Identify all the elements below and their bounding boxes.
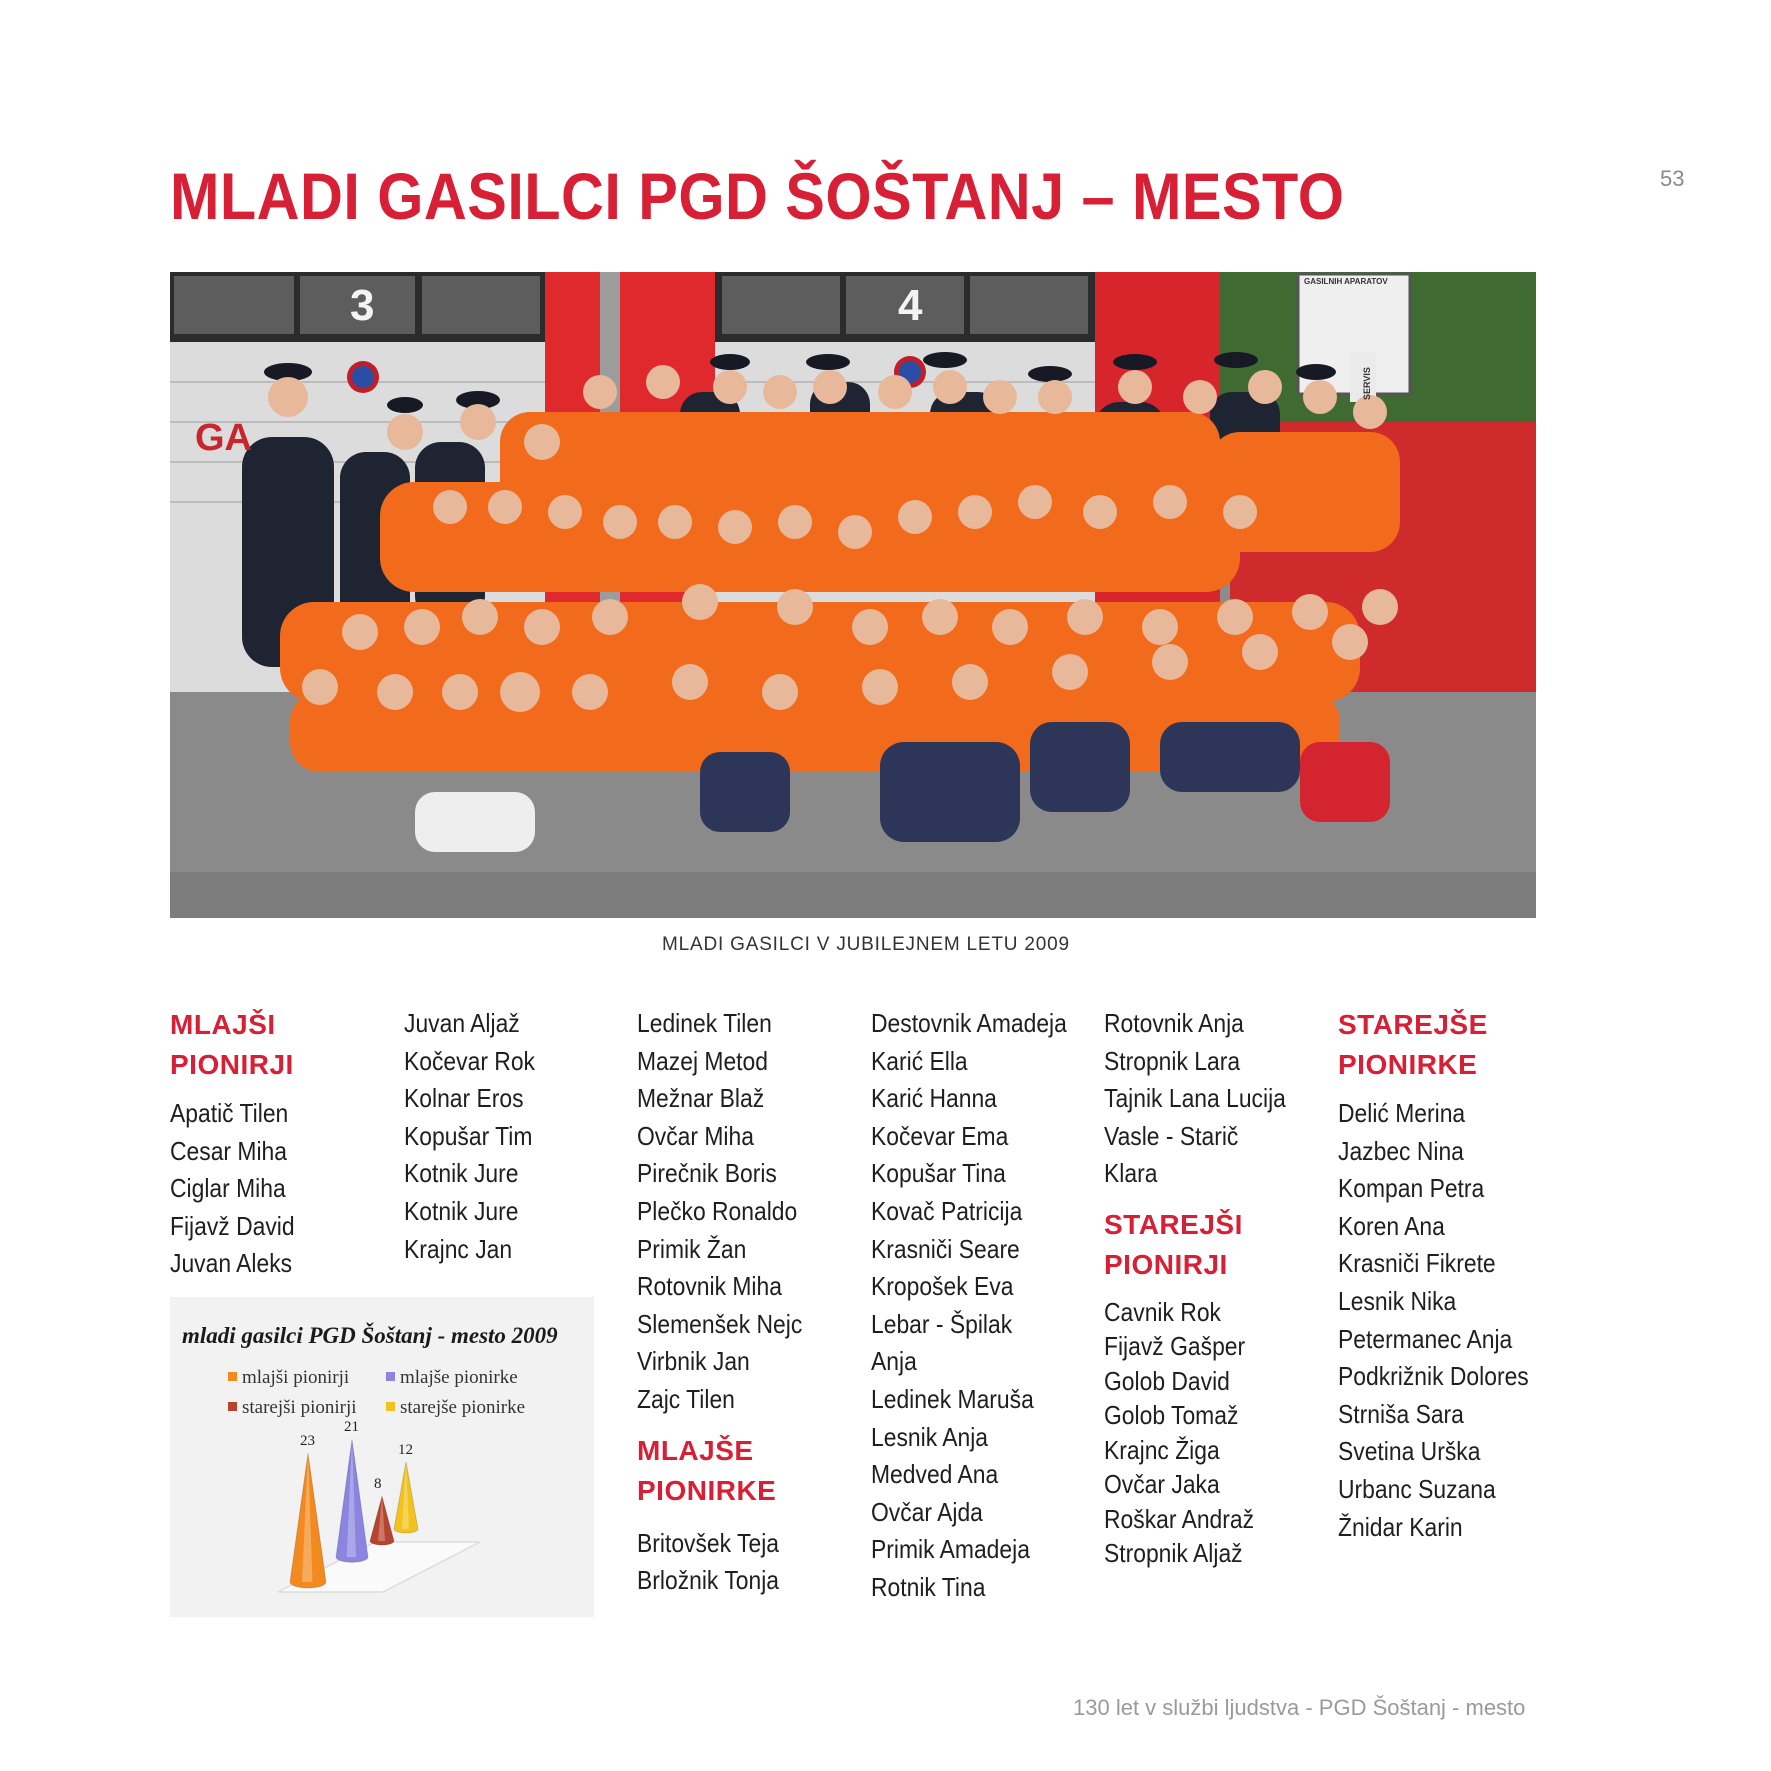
heading-starejse-pionirke-line1: STAREJŠE <box>1338 1009 1488 1040</box>
list-item: Žnidar Karin <box>1338 1511 1463 1542</box>
column-mlajsi-pionirji <box>170 1005 400 1283</box>
list-item: Primik Žan <box>637 1233 747 1264</box>
legend-label: starejši pionirji <box>242 1397 357 1418</box>
page-title: MLADI GASILCI PGD ŠOŠTANJ – MESTO <box>170 159 1345 233</box>
cone-value-label: 12 <box>398 1441 413 1458</box>
list-item: Petermanec Anja <box>1338 1323 1513 1354</box>
list-item: Ovčar Jaka <box>1104 1469 1220 1500</box>
column-4 <box>871 1005 1101 1607</box>
list-item: Ledinek Maruša <box>871 1383 1034 1414</box>
list-item: Kopušar Tina <box>871 1158 1006 1189</box>
list-item: Juvan Aleks <box>170 1248 293 1279</box>
wall-lettering: GA <box>195 417 252 459</box>
list-item: Urbanc Suzana <box>1338 1473 1496 1504</box>
list-item: Rotnik Tina <box>871 1571 986 1602</box>
list-item: Kropošek Eva <box>871 1271 1014 1302</box>
door-number-4: 4 <box>898 281 923 330</box>
list-item: Kotnik Jure <box>404 1195 519 1226</box>
cone-value-label: 8 <box>374 1476 382 1493</box>
servis-lettering: SERVIS <box>1362 367 1372 400</box>
heading-starejsi-pionirji-line1: STAREJŠI <box>1104 1208 1243 1240</box>
page-number: 53 <box>1660 166 1685 191</box>
column-5 <box>1104 1005 1334 1571</box>
list-item: Stropnik Lara <box>1104 1045 1241 1076</box>
cone-value-label: 23 <box>300 1433 315 1450</box>
list-item: Golob David <box>1104 1365 1230 1396</box>
list-item: Brložnik Tonja <box>637 1565 780 1596</box>
list-item: Plečko Ronaldo <box>637 1195 798 1226</box>
list-item: Svetina Urška <box>1338 1436 1481 1467</box>
list-item: Krajnc Žiga <box>1104 1434 1220 1465</box>
list-item: Lebar - Špilak <box>871 1308 1013 1339</box>
list-item: Ciglar Miha <box>170 1173 286 1204</box>
list-item: Zajc Tilen <box>637 1383 735 1414</box>
cone-chart-plot <box>170 1297 594 1617</box>
list-item: Cesar Miha <box>170 1135 287 1166</box>
column-3 <box>637 1005 867 1600</box>
list-item: Britovšek Teja <box>637 1527 780 1558</box>
list-item: Kopušar Tim <box>404 1120 533 1151</box>
footer-text: 130 let v službi ljudstva - PGD Šoštanj - mesto <box>1073 1695 1526 1720</box>
legend-label: mlajši pionirji <box>242 1367 350 1388</box>
list-item: Delić Merina <box>1338 1098 1466 1128</box>
notice-board-title: GASILNIH APARATOV <box>1304 277 1388 286</box>
list-item: Kovač Patricija <box>871 1195 1023 1226</box>
list-item: Podkrižnik Dolores <box>1338 1361 1529 1392</box>
list-item: Krajnc Jan <box>404 1233 513 1264</box>
list-item: Strniša Sara <box>1338 1398 1464 1429</box>
list-item: Ovčar Miha <box>637 1120 754 1151</box>
heading-mlajsi-pionirji-line2: PIONIRJI <box>170 1049 294 1080</box>
list-item: Virbnik Jan <box>637 1346 750 1377</box>
list-item: Rotovnik Miha <box>637 1271 782 1302</box>
legend-label: starejše pionirke <box>400 1397 526 1418</box>
list-item: Kotnik Jure <box>404 1158 519 1189</box>
list-item: Kočevar Ema <box>871 1120 1009 1151</box>
heading-starejsi-pionirji-line2: PIONIRJI <box>1104 1248 1228 1280</box>
list-item: Apatič Tilen <box>170 1098 289 1128</box>
list-item: Jazbec Nina <box>1338 1135 1464 1166</box>
heading-starejse-pionirke-line2: PIONIRKE <box>1338 1049 1478 1080</box>
list-item: Lesnik Nika <box>1338 1285 1457 1316</box>
list-item: Slemenšek Nejc <box>637 1308 803 1339</box>
list-item: Kompan Petra <box>1338 1173 1485 1204</box>
list-item: Golob Tomaž <box>1104 1400 1239 1431</box>
list-item: Karić Hanna <box>871 1083 997 1114</box>
cone-chart <box>170 1297 594 1617</box>
column-starejse-pionirke <box>1338 1005 1568 1546</box>
cone-value-label: 21 <box>344 1419 359 1436</box>
chart-title: mladi gasilci PGD Šoštanj - mesto 2009 <box>182 1323 558 1348</box>
list-item: Rotovnik Anja <box>1104 1008 1244 1038</box>
photo-caption: MLADI GASILCI V JUBILEJNEM LETU 2009 <box>662 934 1070 955</box>
column-2 <box>404 1005 634 1268</box>
heading-mlajse-pionirke-line2: PIONIRKE <box>637 1474 777 1506</box>
group-photo-illustration <box>170 272 1536 918</box>
list-item: Destovnik Amadeja <box>871 1008 1067 1038</box>
list-item: Pirečnik Boris <box>637 1158 777 1189</box>
list-item: Lesnik Anja <box>871 1421 989 1452</box>
list-item: Fijavž David <box>170 1210 295 1241</box>
list-item: Anja <box>871 1346 917 1377</box>
list-item: Mazej Metod <box>637 1045 768 1076</box>
door-number-3: 3 <box>350 281 375 330</box>
list-item: Fijavž Gašper <box>1104 1331 1246 1362</box>
list-item: Primik Amadeja <box>871 1534 1030 1565</box>
list-item: Stropnik Aljaž <box>1104 1538 1243 1569</box>
list-item: Medved Ana <box>871 1459 999 1490</box>
list-item: Mežnar Blaž <box>637 1083 765 1114</box>
list-item: Ledinek Tilen <box>637 1008 772 1038</box>
list-item: Tajnik Lana Lucija <box>1104 1083 1286 1114</box>
list-item: Vasle - Starič <box>1104 1120 1239 1151</box>
list-item: Karić Ella <box>871 1045 968 1076</box>
list-item: Kočevar Rok <box>404 1045 535 1076</box>
list-item: Cavnik Rok <box>1104 1296 1221 1327</box>
list-item: Juvan Aljaž <box>404 1008 520 1038</box>
list-item: Klara <box>1104 1158 1158 1189</box>
heading-mlajsi-pionirji-line1: MLAJŠI <box>170 1009 276 1040</box>
legend-label: mlajše pionirke <box>400 1367 518 1388</box>
heading-mlajse-pionirke-line1: MLAJŠE <box>637 1434 754 1466</box>
group-photo <box>170 272 1536 918</box>
list-item: Koren Ana <box>1338 1210 1445 1241</box>
list-item: Roškar Andraž <box>1104 1503 1255 1534</box>
list-item: Ovčar Ajda <box>871 1496 983 1527</box>
list-item: Krasniči Seare <box>871 1233 1020 1264</box>
list-item: Krasniči Fikrete <box>1338 1248 1496 1279</box>
list-item: Kolnar Eros <box>404 1083 524 1114</box>
